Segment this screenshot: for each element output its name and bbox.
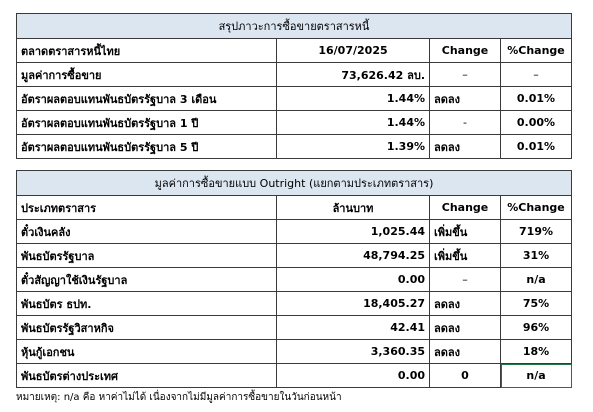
outright-row-change[interactable]: 0: [430, 364, 501, 388]
summary-row-change[interactable]: -: [430, 111, 501, 135]
summary-title-row: [17, 14, 572, 39]
outright-row-value[interactable]: 48,794.25: [277, 244, 430, 268]
summary-row-change[interactable]: ลดลง: [430, 135, 501, 159]
outright-row-change[interactable]: ลดลง: [430, 340, 501, 364]
summary-row-yield-5y: [17, 135, 572, 159]
outright-trading-table: [16, 170, 572, 388]
footnote: หมายเหตุ: n/a คือ หาค่าไม่ได้ เนื่องจากไม่มีมูลค่าการซื้อขายในวันก่อนหน้า: [16, 392, 342, 403]
summary-header-date[interactable]: 16/07/2025: [277, 39, 430, 63]
outright-row-value[interactable]: 3,360.35: [277, 340, 430, 364]
outright-row-promissory-note: [17, 268, 572, 292]
outright-row-government-bond: [17, 244, 572, 268]
summary-row-change[interactable]: –: [430, 63, 501, 87]
outright-header-row: [17, 196, 572, 220]
summary-header-change[interactable]: Change: [430, 39, 501, 63]
outright-row-label[interactable]: พันธบัตร ธปท.: [17, 292, 277, 316]
outright-row-change[interactable]: ลดลง: [430, 292, 501, 316]
summary-row-yield-1y: [17, 111, 572, 135]
summary-row-pct-change[interactable]: –: [501, 63, 572, 87]
outright-row-change[interactable]: –: [430, 268, 501, 292]
outright-row-change[interactable]: เพิ่มขึ้น: [430, 220, 501, 244]
bond-market-summary-table: [16, 13, 572, 159]
outright-row-foreign-bond: [17, 364, 572, 388]
outright-header-pct-change[interactable]: %Change: [501, 196, 572, 220]
summary-row-label[interactable]: อัตราผลตอบแทนพันธบัตรรัฐบาล 5 ปี: [17, 135, 277, 159]
outright-header-type[interactable]: ประเภทตราสาร: [17, 196, 277, 220]
outright-row-label[interactable]: พันธบัตรต่างประเทศ: [17, 364, 277, 388]
summary-row-pct-change[interactable]: 0.01%: [501, 135, 572, 159]
outright-row-pct-change[interactable]: 75%: [501, 292, 572, 316]
outright-row-pct-change[interactable]: 18%: [501, 340, 572, 364]
outright-row-value[interactable]: 42.41: [277, 316, 430, 340]
outright-row-value[interactable]: 18,405.27: [277, 292, 430, 316]
summary-row-label[interactable]: อัตราผลตอบแทนพันธบัตรรัฐบาล 3 เดือน: [17, 87, 277, 111]
summary-row-trading-value: [17, 63, 572, 87]
outright-row-label[interactable]: ตั๋วเงินคลัง: [17, 220, 277, 244]
summary-row-value[interactable]: 1.44%: [277, 87, 430, 111]
outright-row-pct-change-selected-cell[interactable]: n/a: [501, 364, 572, 388]
outright-row-change[interactable]: เพิ่มขึ้น: [430, 244, 501, 268]
summary-row-value[interactable]: 1.39%: [277, 135, 430, 159]
summary-row-value[interactable]: 73,626.42 ลบ.: [277, 63, 430, 87]
outright-row-value[interactable]: 1,025.44: [277, 220, 430, 244]
outright-row-corporate-bond: [17, 340, 572, 364]
outright-row-pct-change[interactable]: 31%: [501, 244, 572, 268]
summary-row-change[interactable]: ลดลง: [430, 87, 501, 111]
outright-title-row: [17, 171, 572, 196]
outright-row-value[interactable]: 0.00: [277, 364, 430, 388]
outright-row-treasury-bill: [17, 220, 572, 244]
summary-row-pct-change[interactable]: 0.01%: [501, 87, 572, 111]
summary-row-yield-3m: [17, 87, 572, 111]
summary-header-market[interactable]: ตลาดตราสารหนี้ไทย: [17, 39, 277, 63]
outright-row-label[interactable]: พันธบัตรรัฐวิสาหกิจ: [17, 316, 277, 340]
outright-row-label[interactable]: พันธบัตรรัฐบาล: [17, 244, 277, 268]
summary-row-label[interactable]: อัตราผลตอบแทนพันธบัตรรัฐบาล 1 ปี: [17, 111, 277, 135]
outright-row-pct-change[interactable]: 719%: [501, 220, 572, 244]
outright-header-million-baht[interactable]: ล้านบาท: [277, 196, 430, 220]
summary-title: สรุปภาวะการซื้อขายตราสารหนี้: [17, 14, 572, 39]
outright-row-change[interactable]: ลดลง: [430, 316, 501, 340]
outright-title: มูลค่าการซื้อขายแบบ Outright (แยกตามประเภทตราสาร): [17, 171, 572, 196]
outright-row-value[interactable]: 0.00: [277, 268, 430, 292]
summary-header-row: [17, 39, 572, 63]
summary-header-pct-change[interactable]: %Change: [501, 39, 572, 63]
outright-row-pct-change[interactable]: n/a: [501, 268, 572, 292]
summary-row-value[interactable]: 1.44%: [277, 111, 430, 135]
outright-row-label[interactable]: หุ้นกู้เอกชน: [17, 340, 277, 364]
summary-row-label[interactable]: มูลค่าการซื้อขาย: [17, 63, 277, 87]
summary-row-pct-change[interactable]: 0.00%: [501, 111, 572, 135]
outright-row-bot-bond: [17, 292, 572, 316]
outright-row-label[interactable]: ตั๋วสัญญาใช้เงินรัฐบาล: [17, 268, 277, 292]
outright-row-soe-bond: [17, 316, 572, 340]
outright-header-change[interactable]: Change: [430, 196, 501, 220]
outright-row-pct-change[interactable]: 96%: [501, 316, 572, 340]
